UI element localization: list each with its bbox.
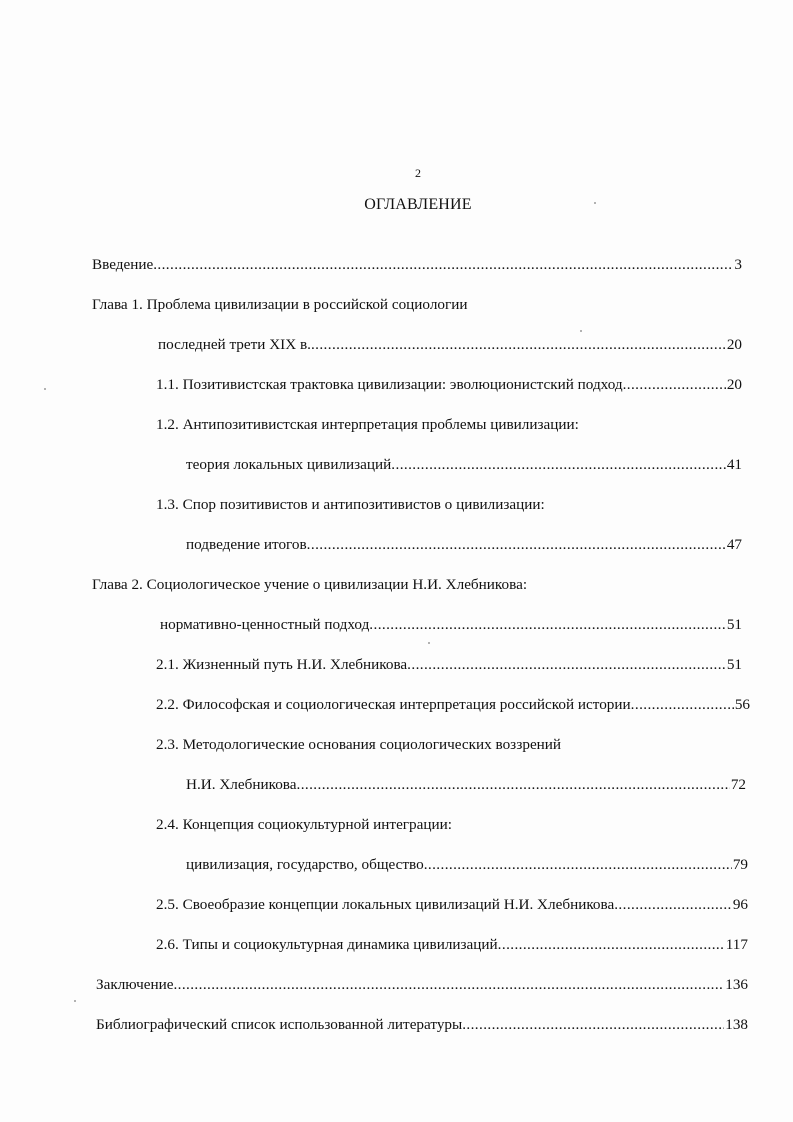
toc-entry-2-1 <box>156 656 742 676</box>
toc-entry-1-2-cont <box>186 456 742 476</box>
toc-entry-2-4 <box>156 816 742 836</box>
toc-entry-2-4-cont <box>186 856 748 876</box>
scan-speck <box>428 642 430 644</box>
toc-entry-text: 2.3. Методологические основания социологических воззрений <box>156 736 562 753</box>
dot-leader <box>498 936 725 954</box>
toc-entry-text: последней трети XIX в. <box>158 336 311 353</box>
toc-entry-page: 56 <box>734 696 750 713</box>
toc-entry-text: 1.3. Спор позитивистов и антипозитивистов о цивилизации: <box>156 496 545 513</box>
toc-entry-2-2 <box>156 696 750 716</box>
toc-entry-text: нормативно-ценностный подход <box>160 616 370 633</box>
dot-leader <box>153 256 733 274</box>
toc-entry-1-2 <box>156 416 742 436</box>
dot-leader <box>391 456 726 474</box>
toc-entry-1-3-cont <box>186 536 742 556</box>
toc-entry-bibliography <box>96 1016 748 1036</box>
toc-entry-text: 2.2. Философская и социологическая интерпретация российской истории <box>156 696 631 713</box>
scan-speck <box>594 202 596 204</box>
dot-leader <box>297 776 730 794</box>
toc-entry-page: 96 <box>732 896 748 913</box>
toc-entry-page: 79 <box>732 856 748 873</box>
dot-leader <box>631 696 734 714</box>
toc-entry-text: Глава 1. Проблема цивилизации в российской социологии <box>92 296 468 313</box>
toc-entry-text: Библиографический список использованной литературы <box>96 1016 463 1033</box>
toc-entry-text: 2.1. Жизненный путь Н.И. Хлебникова <box>156 656 408 673</box>
toc-entry-text: Введение <box>92 256 154 273</box>
toc-entry-1-1 <box>156 376 742 396</box>
toc-entry-text: Н.И. Хлебникова <box>186 776 297 793</box>
toc-entry-text: Глава 2. Социологическое учение о цивилизации Н.И. Хлебникова: <box>92 576 528 593</box>
toc-entry-page: 3 <box>734 256 742 273</box>
toc-entry-page: 136 <box>725 976 748 993</box>
dot-leader <box>614 896 732 914</box>
toc-entry-text: теория локальных цивилизаций <box>186 456 392 473</box>
scan-speck <box>44 388 46 390</box>
dot-leader <box>307 536 726 554</box>
page-number: 2 <box>415 166 421 180</box>
toc-entry-text: 2.4. Концепция социокультурной интеграции: <box>156 816 452 833</box>
toc-entry-chapter-2 <box>92 576 742 596</box>
toc-entry-introduction <box>92 256 742 276</box>
toc-entry-text: подведение итогов <box>186 536 307 553</box>
toc-entry-page: 47 <box>726 536 742 553</box>
toc-entry-2-5 <box>156 896 748 916</box>
toc-entry-conclusion <box>96 976 748 996</box>
toc-entry-page: 20 <box>726 336 742 353</box>
toc-entry-text: 2.6. Типы и социокультурная динамика цивилизаций <box>156 936 498 953</box>
toc-entry-chapter-2-cont <box>160 616 742 636</box>
toc-entry-chapter-1 <box>92 296 742 316</box>
toc-entry-page: 72 <box>730 776 746 793</box>
toc-entry-text: 2.5. Своеобразие концепции локальных цивилизаций Н.И. Хлебникова <box>156 896 615 913</box>
dot-leader <box>424 856 732 874</box>
dot-leader <box>369 616 726 634</box>
toc-entry-text: 1.1. Позитивистская трактовка цивилизации: эволюционистский подход <box>156 376 623 393</box>
toc-entry-page: 117 <box>725 936 748 953</box>
scan-speck <box>74 1000 76 1002</box>
toc-entry-text: 1.2. Антипозитивистская интерпретация проблемы цивилизации: <box>156 416 579 433</box>
dot-leader <box>623 376 726 394</box>
toc-entry-page: 41 <box>726 456 742 473</box>
toc-entry-page: 51 <box>726 616 742 633</box>
toc-entry-2-3-cont <box>186 776 746 796</box>
toc-entry-text: Заключение <box>96 976 174 993</box>
dot-leader <box>407 656 726 674</box>
toc-entry-page: 20 <box>726 376 742 393</box>
toc-entry-page: 138 <box>725 1016 748 1033</box>
toc-entry-page: 51 <box>726 656 742 673</box>
scan-speck <box>580 330 582 332</box>
toc-entry-1-3 <box>156 496 742 516</box>
dot-leader <box>173 976 724 994</box>
dot-leader <box>311 336 726 354</box>
toc-entry-2-6 <box>156 936 748 956</box>
dot-leader <box>462 1016 724 1034</box>
toc-title: ОГЛАВЛЕНИЕ <box>364 196 472 213</box>
toc-entry-text: цивилизация, государство, общество <box>186 856 424 873</box>
toc-entry-chapter-1-cont <box>158 336 742 356</box>
toc-entry-2-3 <box>156 736 742 756</box>
